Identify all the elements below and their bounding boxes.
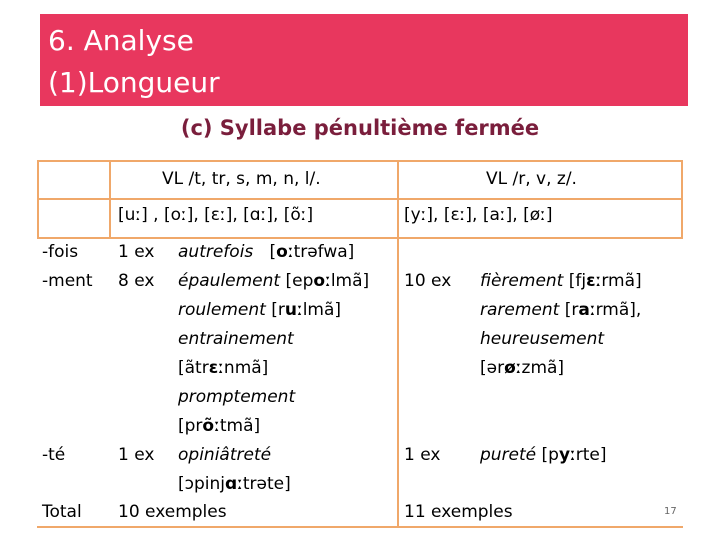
long-vowel: ɛː [586, 271, 602, 291]
long-vowel: oː [276, 242, 294, 262]
phonetic: [r [265, 300, 285, 320]
fois-example [178, 238, 354, 267]
long-vowel: oː [313, 271, 331, 291]
grid-line [37, 160, 683, 162]
title-line-2: (1)Longueur [48, 66, 220, 99]
phonetic: [fj [563, 271, 587, 291]
ment-example-3-word: entrainement [178, 329, 294, 349]
total-col2: 11 exemples [404, 502, 513, 522]
total-col1: 10 exemples [118, 502, 227, 522]
word: épaulement [178, 271, 281, 291]
title-line-1: 6. Analyse [48, 24, 194, 57]
word: rarement [480, 300, 560, 320]
te-example-word: opiniâtreté [178, 445, 272, 465]
ment-example-col2-2 [480, 296, 641, 325]
ment-count-col1: 8 ex [118, 271, 155, 291]
phonetic: [ep [280, 271, 314, 291]
row-label-ment: -ment [42, 271, 93, 291]
grid-line [109, 160, 111, 237]
te-example-col2 [480, 441, 607, 470]
word: autrefois [178, 242, 254, 262]
phonetic: nmã] [223, 358, 269, 378]
vowels-col2: [yː], [ɛː], [aː], [øː] [404, 205, 553, 225]
long-vowel: aː [578, 300, 596, 320]
vowels-col1: [uː] , [oː], [ɛː], [ɑː], [õː] [118, 205, 314, 225]
long-vowel: õː [202, 416, 220, 436]
ment-example-col2-1 [480, 267, 642, 296]
phonetic: [ãtr [178, 358, 209, 378]
phonetic: lmã] [330, 271, 370, 291]
header-col1: VL /t, tr, s, m, n, l/. [162, 169, 321, 189]
ment-count-col2: 10 ex [404, 271, 452, 291]
phonetic: trəte] [242, 474, 291, 494]
long-vowel: ɑː [224, 474, 243, 494]
ment-example-2 [178, 296, 341, 325]
ment-example-4-phonetic [178, 412, 260, 441]
phonetic: [ɔpinj [178, 474, 225, 494]
word: fièrement [480, 271, 564, 291]
phonetic: [pr [178, 416, 203, 436]
te-count-col2: 1 ex [404, 445, 441, 465]
ment-example-col2-3-phonetic [480, 354, 564, 383]
grid-line [681, 160, 683, 237]
row-label-total: Total [42, 502, 82, 522]
te-count-col1: 1 ex [118, 445, 155, 465]
header-col2: VL /r, v, z/. [486, 169, 577, 189]
phonetic: rmã], [595, 300, 642, 320]
te-example-phonetic [178, 470, 291, 499]
long-vowel: yː [558, 445, 576, 465]
phonetic: [p [536, 445, 559, 465]
ment-example-4-word: promptement [178, 387, 296, 407]
ment-example-1 [178, 267, 369, 296]
long-vowel: øː [504, 358, 522, 378]
grid-line [397, 160, 399, 528]
subtitle: (c) Syllabe pénultième fermée [180, 116, 540, 140]
phonetic: rmã] [601, 271, 642, 291]
ment-example-3-phonetic [178, 354, 268, 383]
ment-example-col2-3-word: heureusement [480, 329, 605, 349]
phonetic: rte] [575, 445, 607, 465]
word: roulement [178, 300, 266, 320]
phonetic: lmã] [302, 300, 342, 320]
row-label-fois: -fois [42, 242, 79, 262]
long-vowel: uː [284, 300, 303, 320]
fois-count: 1 ex [118, 242, 155, 262]
phonetic: [ [269, 242, 277, 262]
phonetic: zmã] [521, 358, 565, 378]
word: pureté [480, 445, 537, 465]
grid-line [37, 160, 39, 237]
phonetic: [r [559, 300, 579, 320]
long-vowel: ɛː [208, 358, 224, 378]
phonetic: tmã] [219, 416, 261, 436]
title-banner [40, 14, 688, 106]
grid-line [37, 198, 683, 200]
row-label-te: -té [42, 445, 66, 465]
phonetic: [ər [480, 358, 505, 378]
phonetic: trəfwa] [293, 242, 355, 262]
page-number: 17 [664, 506, 677, 517]
